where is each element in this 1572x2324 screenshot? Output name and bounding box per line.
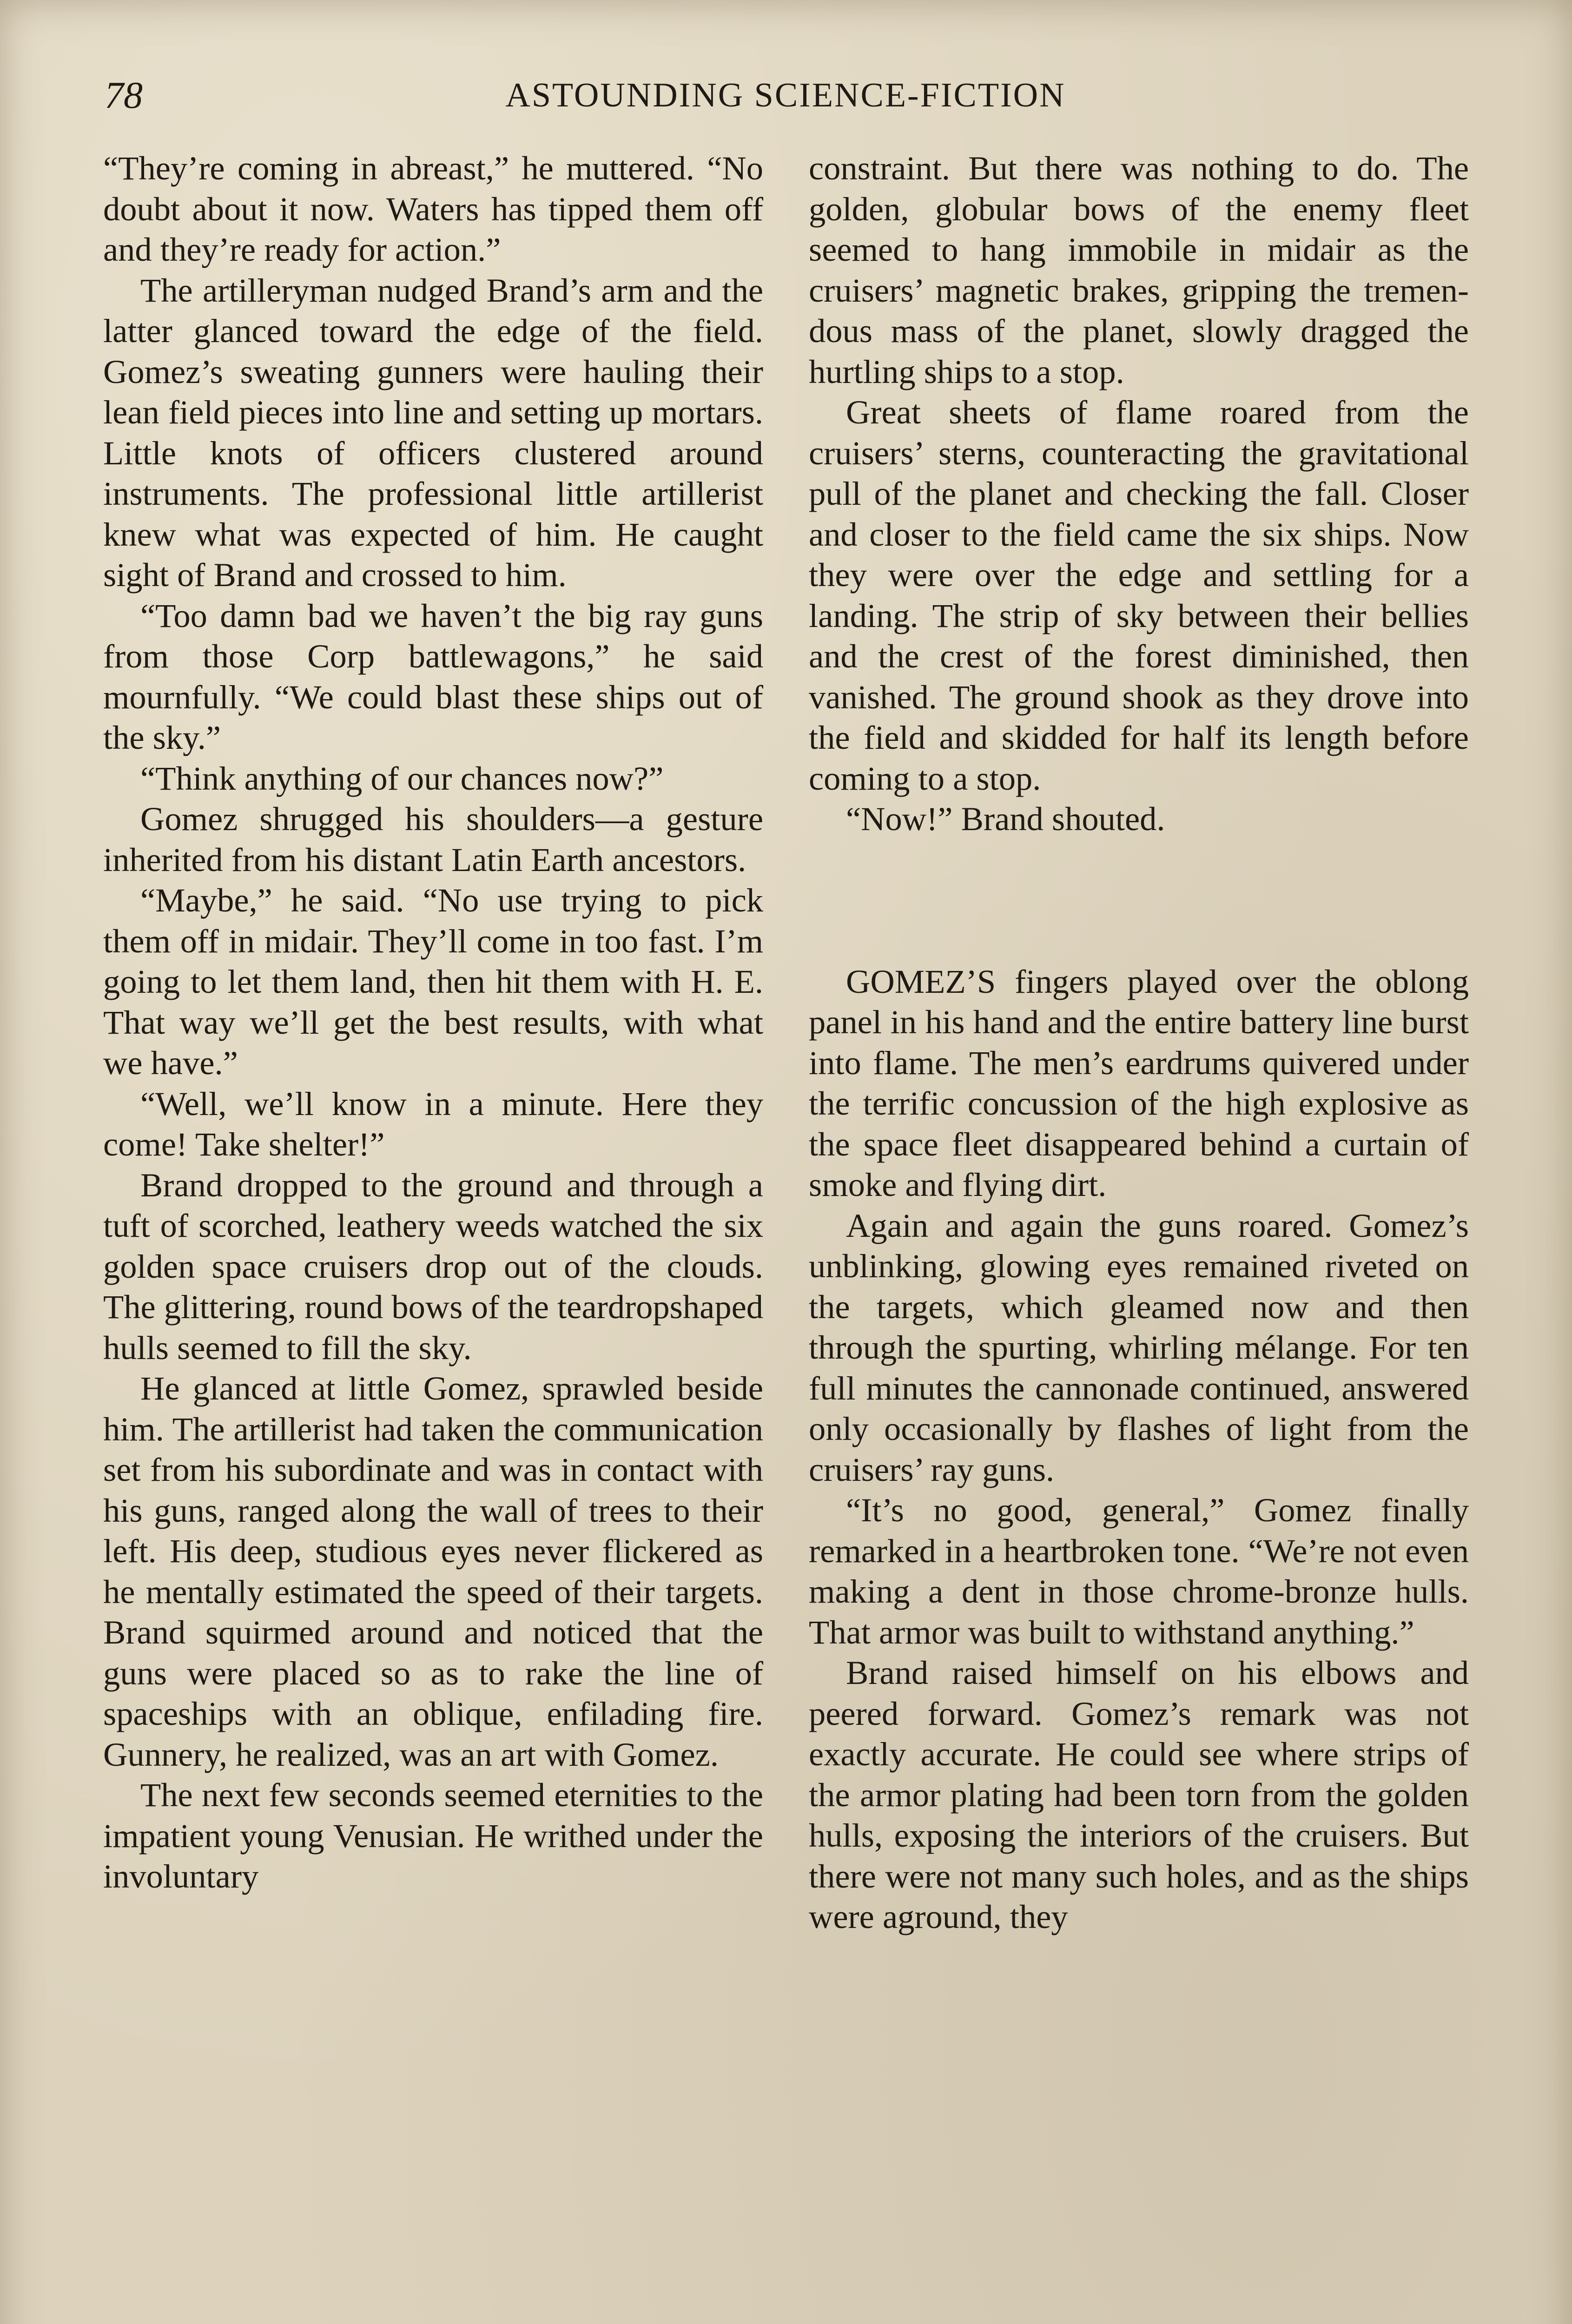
paragraph: “Think anything of our chances now?” xyxy=(140,759,664,797)
paragraph: “It’s no good, general,” Gomez finally remarked in a heartbroken tone. “We’re not even making a dent in those chrome-bronze hulls. That armor was built to withstand anything.” xyxy=(809,1491,1469,1651)
paragraph: He glanced at little Gomez, sprawled beside him. The artillerist had taken the communication set from his subordinate and was in contact with his guns, ranged along the wall of trees to their left. His deep, studious eyes never flickered as he mentally estimated the speed of their targets. Brand squirmed around and noticed that the guns were placed so as to rake the line of spaceships with an oblique, enfilading fire. Gunnery, he realized, was an art with Gomez. xyxy=(103,1369,763,1773)
paragraph: Great sheets of flame roared from the cruisers’ sterns, counteracting the gravitational pull of the planet and checking the fall. Closer and closer to the field came the six ships. Now they were over the edge and settling for a landing. The strip of sky between their bellies and the crest of the forest diminished, then vanished. The ground shook as they drove into the field and skidded for half its length before coming to a stop. xyxy=(809,393,1469,797)
paragraph: constraint. But there was nothing to do. The golden, globular bows of the enemy fleet seemed to hang immobile in midair as the cruisers’ magnetic brakes, gripping the tremendous mass of the planet, slowly dragged the hurtling ships to a stop. xyxy=(809,149,1469,390)
paragraph: “Well, we’ll know in a minute. Here they come! Take shelter!” xyxy=(103,1084,763,1163)
paragraph: Brand dropped to the ground and through a tuft of scorched, leathery weeds watched the six golden space cruisers drop out of the clouds. The glittering, round bows of the teardropshaped hulls seemed to fill the sky. xyxy=(103,1166,763,1367)
section-opening-paragraph: GOMEZ’S fingers played over the oblong panel in his hand and the entire battery line burst into flame. The men’s eardrums quivered under the terrific concussion of the high explosive as the space fleet disappeared behind a curtain of smoke and flying dirt. xyxy=(809,962,1469,1203)
paragraph: “Now!” Brand shouted. xyxy=(846,800,1165,838)
left-column xyxy=(103,148,763,1897)
page-number: 78 xyxy=(105,74,143,116)
paragraph: “Too damn bad we haven’t the big ray guns from those Corp battlewagons,” he said mournfully. “We could blast these ships out of the sky.” xyxy=(103,596,763,756)
paragraph: “Maybe,” he said. “No use trying to pick them off in midair. They’ll come in too fast. I’m going to let them land, then hit them with H. E. That way we’ll get the best results, with what we have.” xyxy=(103,881,763,1082)
running-title: ASTOUNDING SCIENCE-FICTION xyxy=(505,76,1066,114)
paragraph: “They’re coming in abreast,” he muttered. “No doubt about it now. Waters has tipped them off and they’re ready for action.” xyxy=(103,149,763,268)
paragraph: Again and again the guns roared. Gomez’s unblinking, glowing eyes remained riveted on the targets, which gleamed now and then through the spurting, whirling mélange. For ten full minutes the cannonade continued, answered only occasionally by flashes of light from the cruisers’ ray guns. xyxy=(809,1206,1469,1488)
paragraph: The next few seconds seemed eternities to the impatient young Venusian. He writhed under the involuntary xyxy=(103,1776,763,1895)
paragraph: The artilleryman nudged Brand’s arm and the latter glanced toward the edge of the field. Gomez’s sweating gunners were hauling their lean field pieces into line and setting up mortars. Little knots of officers clustered around instruments. The professional little artillerist knew what was expected of him. He caught sight of Brand and crossed to him. xyxy=(103,271,763,594)
paragraph: Gomez shrugged his shoulders—a gesture inherited from his distant Latin Earth ancestors. xyxy=(103,800,763,878)
section-break xyxy=(809,839,1469,961)
page-header xyxy=(98,70,1473,121)
paragraph: Brand raised himself on his elbows and peered forward. Gomez’s remark was not exactly accurate. He could see where strips of the armor plating had been torn from the golden hulls, exposing the interiors of the cruisers. But there were not many such holes, and as the ships were aground, they xyxy=(809,1654,1469,1935)
right-column xyxy=(809,148,1469,1937)
